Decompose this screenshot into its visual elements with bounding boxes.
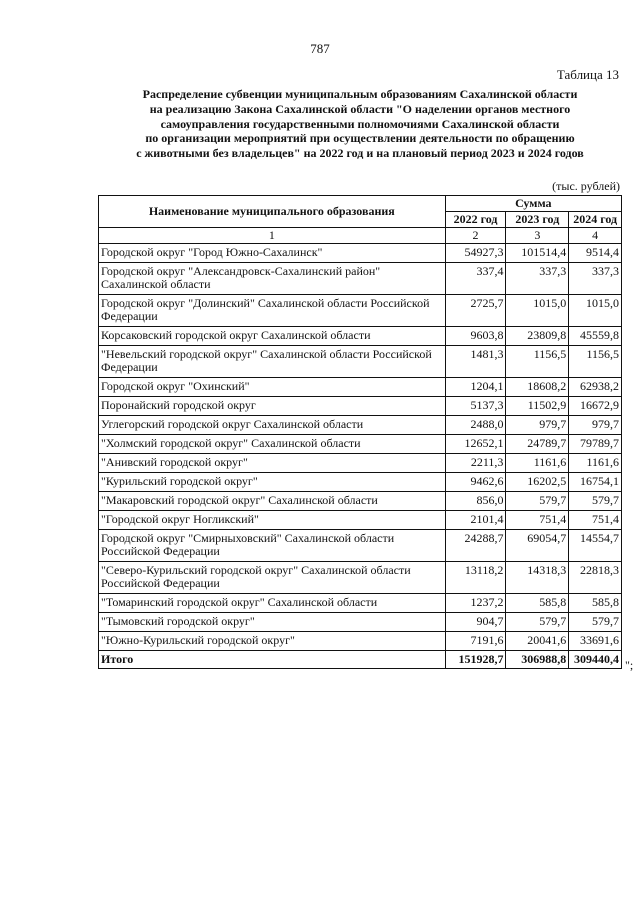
value-2023: 1161,6 [506,454,569,473]
municipality-name: Углегорский городской округ Сахалинской области [99,416,446,435]
value-2023: 18608,2 [506,378,569,397]
municipality-name: Поронайский городской округ [99,397,446,416]
total-2024: 309440,4 [569,651,622,669]
value-2022: 2725,7 [445,295,506,327]
page-number: 787 [310,41,330,56]
value-2023: 16202,5 [506,473,569,492]
table-row [99,562,622,594]
municipality-name: "Северо-Курильский городской округ" Сахалинской области Российской Федерации [99,562,446,594]
value-2022: 9462,6 [445,473,506,492]
value-2024: 751,4 [569,511,622,530]
title-line: по организации мероприятий при осуществлении деятельности по обращению [145,131,575,146]
value-2024: 337,3 [569,263,622,295]
value-2023: 579,7 [506,492,569,511]
table-row [99,511,622,530]
table-row [99,613,622,632]
total-2022: 151928,7 [445,651,506,669]
value-2023: 1015,0 [506,295,569,327]
municipality-name: "Тымовский городской округ" [99,613,446,632]
municipality-name: "Городской округ Ногликский" [99,511,446,530]
column-index: 2 [445,228,506,244]
header-year-2023: 2023 год [506,212,569,228]
table-row [99,378,622,397]
value-2023: 585,8 [506,594,569,613]
municipality-name: Городской округ "Смирныховский" Сахалинской области Российской Федерации [99,530,446,562]
title-line: с животными без владельцев" на 2022 год и на плановый период 2023 и 2024 годов [136,146,584,161]
total-2023: 306988,8 [506,651,569,669]
header-municipality: Наименование муниципального образования [99,196,446,228]
value-2024: 16672,9 [569,397,622,416]
table-body [99,244,622,651]
municipality-name: Городской округ "Город Южно-Сахалинск" [99,244,446,263]
header-sum: Сумма [445,196,621,212]
value-2022: 24288,7 [445,530,506,562]
total-label: Итого [99,651,446,669]
table-row [99,295,622,327]
municipality-name: Городской округ "Охинский" [99,378,446,397]
value-2023: 23809,8 [506,327,569,346]
table-row [99,346,622,378]
value-2023: 14318,3 [506,562,569,594]
value-2023: 337,3 [506,263,569,295]
value-2022: 7191,6 [445,632,506,651]
table-row [99,327,622,346]
value-2022: 12652,1 [445,435,506,454]
value-2022: 904,7 [445,613,506,632]
title-line: Распределение субвенции муниципальным образованиям Сахалинской области [142,87,578,101]
value-2024: 9514,4 [569,244,622,263]
value-2022: 54927,3 [445,244,506,263]
value-2023: 751,4 [506,511,569,530]
value-2022: 5137,3 [445,397,506,416]
municipality-name: Городской округ "Александровск-Сахалинский район" Сахалинской области [99,263,446,295]
value-2024: 62938,2 [569,378,622,397]
title-line: на реализацию Закона Сахалинской области "О наделении органов местного [149,101,571,116]
value-2024: 1161,6 [569,454,622,473]
value-2022: 9603,8 [445,327,506,346]
value-2024: 79789,7 [569,435,622,454]
municipality-name: "Анивский городской округ" [99,454,446,473]
value-2023: 20041,6 [506,632,569,651]
municipality-name: Корсаковский городской округ Сахалинской области [99,327,446,346]
value-2023: 979,7 [506,416,569,435]
value-2023: 101514,4 [506,244,569,263]
table-row [99,594,622,613]
table-row [99,263,622,295]
column-index: 1 [99,228,446,244]
table-row [99,530,622,562]
value-2022: 337,4 [445,263,506,295]
table-row [99,454,622,473]
header-year-2024: 2024 год [569,212,622,228]
value-2022: 2211,3 [445,454,506,473]
value-2023: 1156,5 [506,346,569,378]
table-row [99,435,622,454]
value-2024: 585,8 [569,594,622,613]
municipality-name: "Холмский городской округ" Сахалинской области [99,435,446,454]
table-row [99,416,622,435]
municipality-name: Городской округ "Долинский" Сахалинской области Российской Федерации [99,295,446,327]
value-2022: 1481,3 [445,346,506,378]
value-2022: 2488,0 [445,416,506,435]
table-row [99,244,622,263]
value-2022: 2101,4 [445,511,506,530]
municipality-name: "Южно-Курильский городской округ" [99,632,446,651]
value-2024: 579,7 [569,492,622,511]
header-year-2022: 2022 год [445,212,506,228]
value-2024: 45559,8 [569,327,622,346]
value-2022: 1204,1 [445,378,506,397]
table-row [99,632,622,651]
value-2022: 1237,2 [445,594,506,613]
value-2022: 13118,2 [445,562,506,594]
title-line: самоуправления государственными полномочиями Сахалинской области [160,116,560,131]
units-label: (тыс. рублей) [552,179,620,193]
municipality-name: "Макаровский городской округ" Сахалинской области [99,492,446,511]
value-2023: 24789,7 [506,435,569,454]
value-2023: 579,7 [506,613,569,632]
column-index: 4 [569,228,622,244]
value-2024: 33691,6 [569,632,622,651]
value-2022: 856,0 [445,492,506,511]
value-2024: 1156,5 [569,346,622,378]
table-row [99,492,622,511]
value-2024: 979,7 [569,416,622,435]
column-index: 3 [506,228,569,244]
table-row [99,473,622,492]
value-2024: 579,7 [569,613,622,632]
municipality-name: "Курильский городской округ" [99,473,446,492]
value-2024: 1015,0 [569,295,622,327]
table-row [99,397,622,416]
value-2024: 22818,3 [569,562,622,594]
value-2023: 69054,7 [506,530,569,562]
value-2024: 16754,1 [569,473,622,492]
municipality-name: "Томаринский городской округ" Сахалинской области [99,594,446,613]
municipality-name: "Невельский городской округ" Сахалинской области Российской Федерации [99,346,446,378]
subvention-table [98,195,622,669]
table-label: Таблица 13 [556,67,619,82]
value-2023: 11502,9 [506,397,569,416]
document-title [100,87,620,161]
total-row [99,651,622,669]
closing-quote-mark: "; [625,658,634,672]
value-2024: 14554,7 [569,530,622,562]
